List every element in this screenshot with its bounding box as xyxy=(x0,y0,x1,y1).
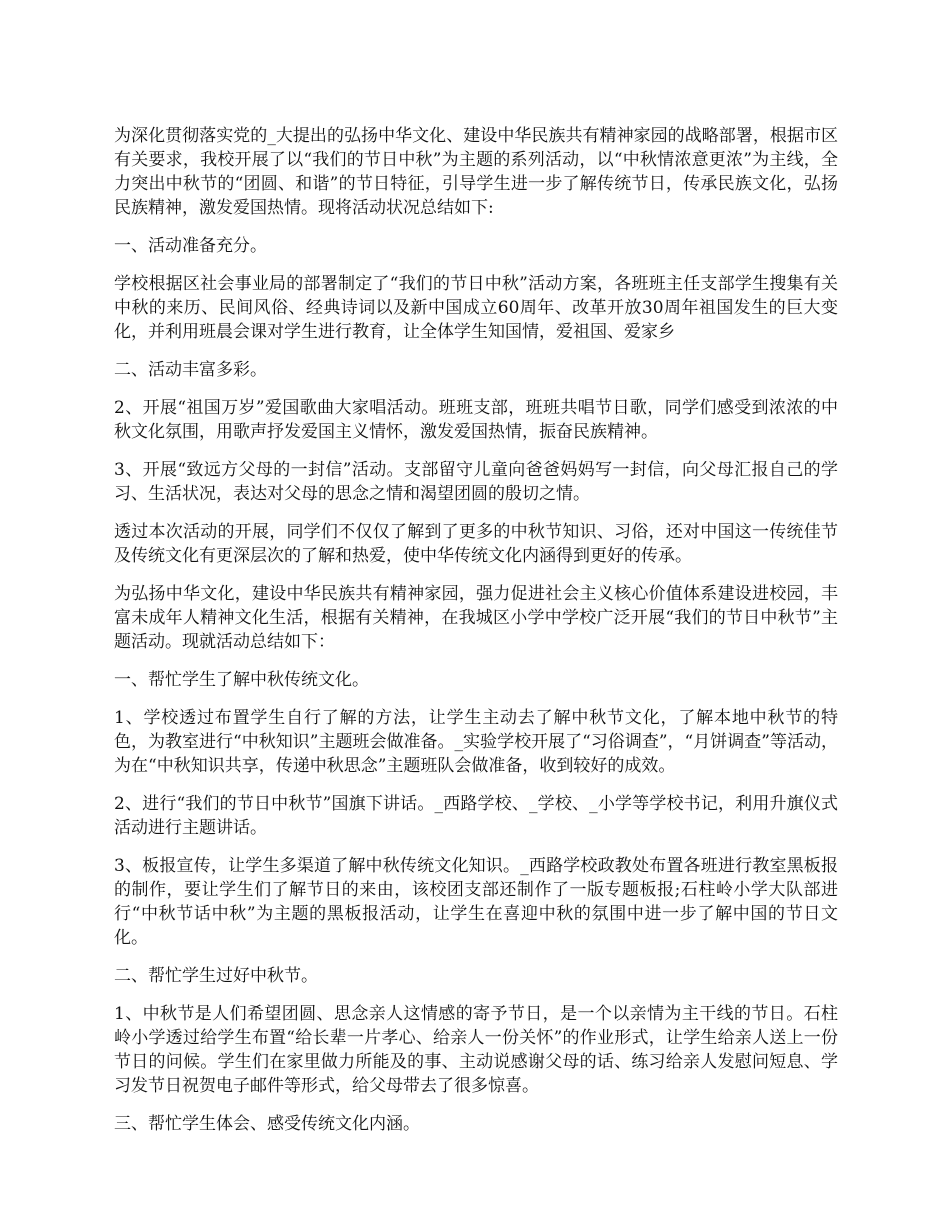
body-paragraph: 透过本次活动的开展，同学们不仅仅了解到了更多的中秋节知识、习俗，还对中国这一传统佳节及传统文化有更深层次的了解和热爱，使中华传统文化内涵得到更好的传承。 xyxy=(114,522,838,566)
body-paragraph: 3、板报宣传，让学生多渠道了解中秋传统文化知识。_西路学校政教处布置各班进行教室黑板报的制作，要让学生们了解节日的来由，该校团支部还制作了一版专题板报;石柱岭小学大队部进行“中秋节话中秋”为主题的黑板报活动，让学生在喜迎中秋的氛围中进一步了解中国的节日文化。 xyxy=(114,856,838,948)
section-heading: 一、帮忙学生了解中秋传统文化。 xyxy=(114,670,369,690)
body-paragraph: 1、中秋节是人们希望团圆、思念亲人这情感的寄予节日，是一个以亲情为主干线的节日。石柱岭小学透过给学生布置“给长辈一片孝心、给亲人一份关怀”的作业形式，让学生给亲人送上一份节日的问候。学生们在家里做力所能及的事、主动说感谢父母的话、练习给亲人发慰问短息、学习发节日祝贺电子邮件等形式，给父母带去了很多惊喜。 xyxy=(114,1004,838,1096)
body-paragraph: 1、学校透过布置学生自行了解的方法，让学生主动去了解中秋节文化，了解本地中秋节的特色，为教室进行“中秋知识”主题班会做准备。_实验学校开展了“习俗调查”，“月饼调查”等活动，为在“中秋知识共享，传递中秋思念”主题班队会做准备，收到较好的成效。 xyxy=(114,708,838,776)
section-heading: 三、帮忙学生体会、感受传统文化内涵。 xyxy=(114,1114,420,1134)
body-paragraph: 2、进行“我们的节日中秋节”国旗下讲话。_西路学校、_学校、_小学等学校书记，利用升旗仪式活动进行主题讲话。 xyxy=(114,794,838,838)
body-paragraph: 学校根据区社会事业局的部署制定了“我们的节日中秋”活动方案，各班班主任支部学生搜集有关中秋的来历、民间风俗、经典诗词以及新中国成立60周年、改革开放30周年祖国发生的巨大变化，并利用班晨会课对学生进行教育，让全体学生知国情，爱祖国、爱家乡 xyxy=(114,274,838,342)
section-heading: 二、帮忙学生过好中秋节。 xyxy=(114,966,318,986)
body-paragraph: 为弘扬中华文化，建设中华民族共有精神家园，强力促进社会主义核心价值体系建设进校园，丰富未成年人精神文化生活，根据有关精神，在我城区小学中学校广泛开展“我们的节日中秋节”主题活动。现就活动总结如下： xyxy=(114,584,838,652)
body-paragraph: 2、开展“祖国万岁”爱国歌曲大家唱活动。班班支部，班班共唱节日歌，同学们感受到浓浓的中秋文化氛围，用歌声抒发爱国主义情怀，激发爱国热情，振奋民族精神。 xyxy=(114,398,838,442)
intro-paragraph: 为深化贯彻落实党的_大提出的弘扬中华文化、建设中华民族共有精神家园的战略部署，根据市区有关要求，我校开展了以“我们的节日中秋”为主题的系列活动，以“中秋情浓意更浓”为主线，全力突出中秋节的“团圆、和谐”的节日特征，引导学生进一步了解传统节日，传承民族文化，弘扬民族精神，激发爱国热情。现将活动状况总结如下: xyxy=(114,126,838,218)
section-heading: 一、活动准备充分。 xyxy=(114,236,267,256)
document-body xyxy=(114,124,838,1150)
section-heading: 二、活动丰富多彩。 xyxy=(114,360,267,380)
body-paragraph: 3、开展“致远方父母的一封信”活动。支部留守儿童向爸爸妈妈写一封信，向父母汇报自己的学习、生活状况，表达对父母的思念之情和渴望团圆的殷切之情。 xyxy=(114,460,838,504)
